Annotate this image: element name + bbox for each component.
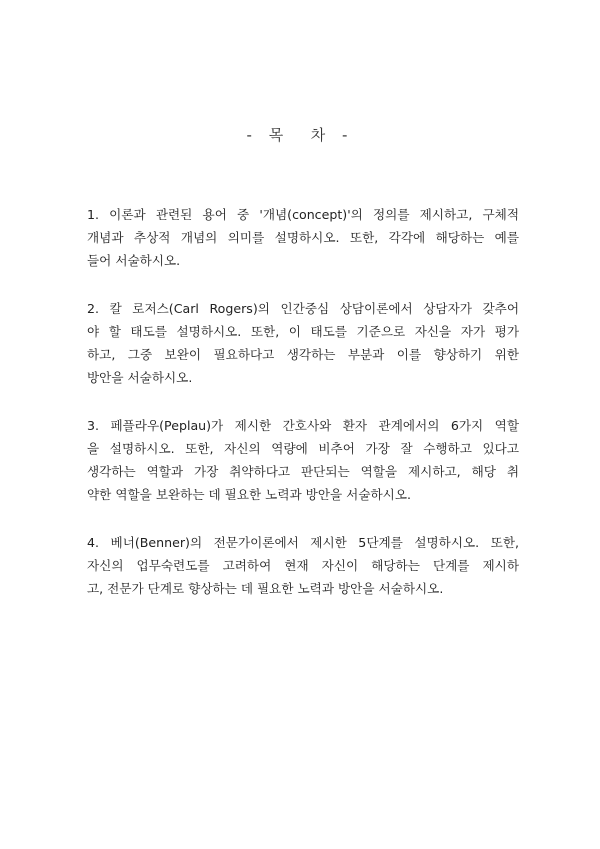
question-4-line-1: 4. 베너(Benner)의 전문가이론에서 제시한 5단계를 설명하시오. 또한,: [87, 535, 519, 550]
question-3-line-3: 생각하는 역할과 가장 취약하다고 판단되는 역할을 제시하고, 해당 취: [87, 464, 519, 479]
question-3: [87, 414, 519, 506]
question-3-line-4: 약한 역할을 보완하는 데 필요한 노력과 방안을 서술하시오.: [87, 487, 411, 502]
question-1-line-1: 1. 이론과 관련된 용어 중 '개념(concept)'의 정의를 제시하고, 구체적: [87, 207, 519, 222]
question-4-line-3: 고, 전문가 단계로 향상하는 데 필요한 노력과 방안을 서술하시오.: [87, 581, 444, 596]
question-1: [87, 203, 519, 272]
question-1-line-2: 개념과 추상적 개념의 의미를 설명하시오. 또한, 각각에 해당하는 예를: [87, 230, 519, 245]
question-2-line-1: 2. 칼 로저스(Carl Rogers)의 인간중심 상담이론에서 상담자가 갖추어: [87, 301, 519, 316]
toc-title: - 목 차 -: [246, 126, 354, 144]
question-3-line-1: 3. 페플라우(Peplau)가 제시한 간호사와 환자 관계에서의 6가지 역할: [87, 418, 519, 433]
question-4: [87, 531, 519, 600]
question-2-line-4: 방안을 서술하시오.: [87, 370, 193, 385]
question-4-line-2: 자신의 업무숙련도를 고려하여 현재 자신이 해당하는 단계를 제시하: [87, 558, 519, 573]
question-2: [87, 297, 519, 389]
question-3-line-2: 을 설명하시오. 또한, 자신의 역량에 비추어 가장 잘 수행하고 있다고: [87, 441, 519, 456]
question-2-line-3: 하고, 그중 보완이 필요하다고 생각하는 부분과 이를 향상하기 위한: [87, 347, 519, 362]
question-list: [87, 203, 519, 625]
question-2-line-2: 야 할 태도를 설명하시오. 또한, 이 태도를 기준으로 자신을 자가 평가: [87, 324, 519, 339]
question-1-line-3: 들어 서술하시오.: [87, 253, 181, 268]
